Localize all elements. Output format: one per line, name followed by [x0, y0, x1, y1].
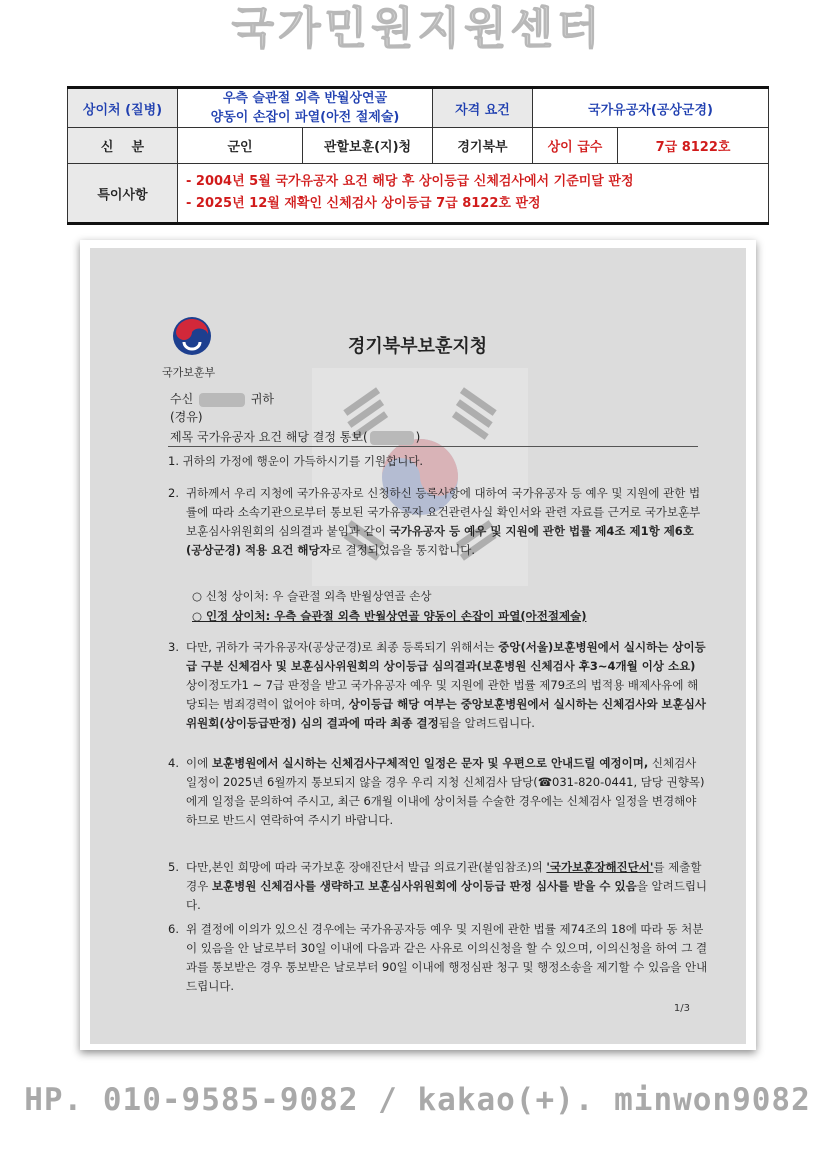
via-line: (경유)	[170, 410, 203, 424]
ministry-logo	[162, 316, 222, 380]
office-value: 경기북부	[433, 128, 533, 164]
grade-label: 상이 급수	[533, 128, 618, 164]
subject-line: 제목 국가유공자 요건 해당 결정 통보( )	[170, 430, 421, 444]
qualification-label: 자격 요건	[433, 88, 533, 128]
status-label: 신 분	[68, 128, 178, 164]
paragraph-6: 6. 위 결정에 이의가 있으신 경우에는 국가유공자등 예우 및 지원에 관한 법률 제74조의 18에 따라 동 처분이 있음을 안 날로부터 30일 이내에 다음과 같은 사유로 이의신청을 할 수 있으며, 이의신청을 하여 그 결과를 통보받은 경우 통보받은 날로부터 90일 이내에 행정심판 청구 및 행정소송을 제기할 수 있음을 안내드립니다.	[168, 922, 708, 993]
banner-title: 국가민원지원센터	[231, 3, 604, 54]
injury-value: 우측 슬관절 외측 반월상연골 양동이 손잡이 파열(아전 절제술)	[178, 88, 433, 128]
scanned-letter	[80, 240, 756, 1050]
office-title: 경기북부보훈지청	[348, 336, 488, 357]
summary-table	[67, 86, 769, 225]
header-divider	[168, 446, 698, 447]
redacted-name	[199, 393, 245, 407]
office-label: 관할보훈(지)청	[303, 128, 433, 164]
recipient-line: 수신 귀하	[170, 392, 275, 406]
ministry-emblem-icon	[172, 316, 212, 356]
paragraph-5: 5. 다만,본인 희망에 따라 국가보훈 장애진단서 발급 의료기관(붙임참조)의 '국가보훈장해진단서'를 제출할 경우 보훈병원 신체검사를 생략하고 보훈심사위원회에 상이등급 판정 심사를 받을 수 있음을 알려드립니다.	[168, 860, 708, 912]
injury-label: 상이처 (질병)	[68, 88, 178, 128]
contact-footer: HP. 010-9585-9082 / kakao(+). minwon9082	[24, 1082, 811, 1118]
page-number: 1/3	[673, 1003, 690, 1014]
paragraph-1: 1. 귀하의 가정에 행운이 가득하시기를 기원합니다.	[168, 454, 424, 468]
paragraph-3: 3. 다만, 귀하가 국가유공자(공상군경)로 최종 등록되기 위해서는 중앙(서울)보훈병원에서 실시하는 상이등급 구분 신체검사 및 보훈심사위원회의 상이등급 심의결과(보훈병원 신체검사 후3~4개월 이상 소요) 상이정도가1 ~ 7급 판정을 받고 국가유공자 예우 및 지원에 관한 법률 제79조의 법적용 배제사유에 해당되는 범죄경력이 없어야 하며, 상이등급 해당 여부는 중앙보훈병원에서 실시하는 신체검사와 보훈심사위원회(상이등급판정) 심의 결과에 따라 최종 결정됨을 알려드립니다.	[168, 640, 706, 730]
paragraph-2: 2. 귀하께서 우리 지청에 국가유공자로 신청하신 등록사항에 대하여 국가유공자 등 예우 및 지원에 관한 법률에 따라 소속기관으로부터 통보된 국가유공자 요건관련사실 확인서와 관련 자료를 근거로 국가보훈부 보훈심사위원회의 심의결과 붙임과 같이 국가유공자 등 예우 및 지원에 관한 법률 제4조 제1항 제6호(공상군경) 적용 요건 해당자로 결정되었음을 통지합니다.	[168, 486, 701, 557]
notes-list	[178, 164, 769, 224]
grade-value: 7급 8122호	[618, 128, 769, 164]
note-item: - 2025년 12월 재확인 신체검사 상이등급 7급 8122호 판정	[186, 196, 541, 211]
notes-label: 특이사항	[68, 164, 178, 224]
note-item: - 2004년 5월 국가유공자 요건 해당 후 상이등급 신체검사에서 기준미달 판정	[186, 174, 634, 189]
status-value: 군인	[178, 128, 303, 164]
paragraph-4: 4. 이에 보훈병원에서 실시하는 신체검사구체적인 일정은 문자 및 우편으로 안내드릴 예정이며, 신체검사 일정이 2025년 6월까지 통보되지 않을 경우 우리 지청 신체검사 담당(☎031-820-0441, 담당 권향목)에게 일정을 문의하여 주시고, 최근 6개월 이내에 상이처를 수술한 경우에는 신체검사 일정을 변경해야 하므로 반드시 연락하여 주시기 바랍니다.	[168, 756, 705, 827]
claimed-injury: ○ 신청 상이처: 우 슬관절 외측 반월상연골 손상	[192, 589, 432, 603]
ministry-name: 국가보훈부	[162, 366, 216, 379]
redacted-subject	[370, 431, 414, 445]
letter-page	[90, 248, 746, 1044]
qualification-value: 국가유공자(공상군경)	[533, 88, 769, 128]
recognized-injury: ○ 인정 상이처: 우측 슬관절 외측 반월상연골 양동이 손잡이 파열(아전절제술)	[192, 609, 587, 623]
